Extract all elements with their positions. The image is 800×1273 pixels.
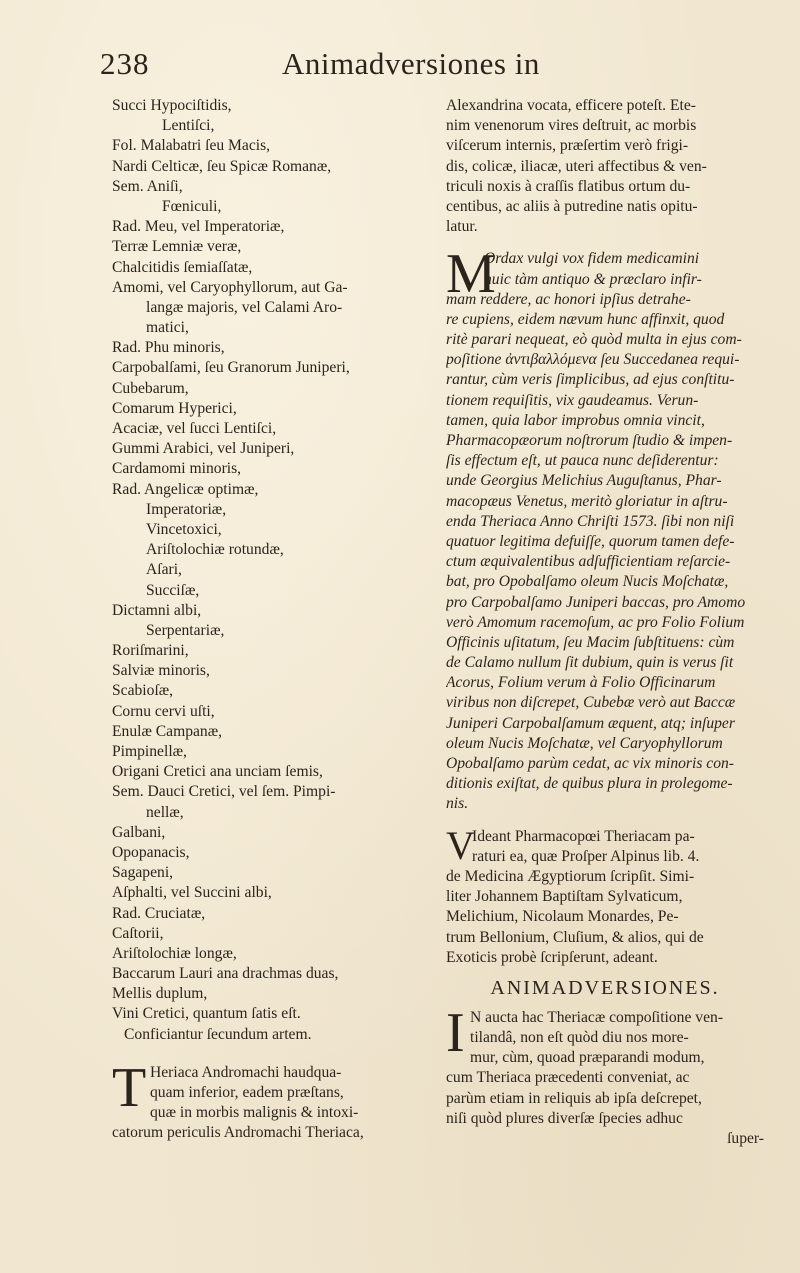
recipe-line: Succi Hypociſtidis,	[112, 97, 232, 114]
text-line: huic tàm antiquo & præclaro infir-	[484, 270, 702, 288]
recipe-line: Caſtorii,	[112, 924, 164, 942]
text-line: liter Johannem Baptiſtam Sylvaticum,	[446, 888, 683, 906]
continuation-paragraph	[446, 96, 764, 237]
text-line: Heriaca Andromachi haudqua-	[150, 1063, 342, 1081]
recipe-line: Terræ Lemniæ veræ,	[112, 238, 242, 256]
recipe-line: Ariſtolochiæ longæ,	[112, 944, 237, 962]
recipe-line: Rad. Cruciatæ,	[112, 904, 206, 922]
recipe-line: Ariſtolochiæ rotundæ,	[146, 541, 284, 559]
text-line: unde Georgius Melichius Auguſtanus, Phar-	[446, 472, 722, 490]
text-line: viſcerum internis, præſertim verò frigi-	[446, 137, 689, 155]
recipe-line: Acaciæ, vel ſucci Lentiſci,	[112, 420, 277, 437]
text-line: ritè parari nequeat, eò quòd multa in ejus com-	[446, 331, 742, 349]
recipe-line: Chalcitidis ſemiaſſatæ,	[112, 258, 253, 276]
text-line: Acorus, Folium verum à Folio Officinarum	[446, 674, 716, 692]
aucta-paragraph-lines	[446, 1001, 764, 1129]
text-line: de Calamo nullum ſit dubium, quin is verus ſit	[446, 654, 734, 672]
text-line: latur.	[446, 218, 478, 236]
drop-cap-m: M	[446, 243, 496, 306]
text-line: ditionis exiſtat, de quibus plura in prolegome-	[446, 775, 733, 793]
recipe-line: Enulæ Campanæ,	[112, 722, 223, 740]
text-line: niſi quòd plures diverſæ ſpecies adhuc	[446, 1109, 683, 1127]
text-line: verò Amomum racemoſum, ac pro Folio Folium	[446, 613, 745, 631]
text-line: tionem requiſitis, vix gaudeamus. Verun-	[446, 391, 699, 409]
text-line: bat, pro Opobalſamo oleum Nucis Moſchatæ,	[446, 573, 729, 591]
recipe-line: Cornu cervi uſti,	[112, 702, 215, 720]
text-line: mam reddere, ac honori ipſius detrahe-	[446, 290, 691, 308]
recipe-line: Galbani,	[112, 823, 166, 841]
recipe-line: Serpentariæ,	[146, 621, 225, 639]
recipe-line: langæ majoris, vel Calami Aro-	[146, 298, 343, 316]
text-line: Officinis uſitatum, ſeu Macim ſubſtituens: cùm	[446, 633, 735, 651]
recipe-line: Fol. Malabatri ſeu Macis,	[112, 137, 271, 155]
recipe-line: Scabioſæ,	[112, 682, 174, 700]
recipe-line: Aſari,	[146, 561, 182, 579]
recipe-line: Sem. Dauci Cretici, vel ſem. Pimpi-	[112, 783, 336, 801]
right-column	[446, 96, 764, 1149]
recipe-line: Comarum Hyperici,	[112, 399, 237, 417]
text-line: mur, cùm, quoad præparandi modum,	[470, 1049, 705, 1067]
recipe-line: Succiſæ,	[146, 581, 200, 599]
text-line: raturi ea, quæ Proſper Alpinus lib. 4.	[472, 847, 700, 865]
recipe-line: Nardi Celticæ, ſeu Spicæ Romanæ,	[112, 157, 332, 175]
recipe-line: Lentiſci,	[162, 117, 215, 135]
recipe-line: Vini Cretici, quantum ſatis eſt.	[112, 1005, 301, 1023]
text-line: pro Carpobalſamo Juniperi baccas, pro Amomo	[446, 593, 746, 611]
recipe-line: Baccarum Lauri ana drachmas duas,	[112, 965, 339, 983]
text-line: quam inferior, eadem præſtans,	[150, 1084, 344, 1101]
drop-cap-v: V	[446, 822, 475, 868]
text-line: N aucta hac Theriacæ compoſitione ven-	[470, 1008, 724, 1026]
text-line: quatuor legitima defuiſſe, quorum tamen defe-	[446, 532, 735, 550]
section-heading: ANIMADVERSIONES.	[490, 976, 720, 999]
text-line: enda Theriaca Anno Chriſti 1573. ſibi non niſi	[446, 512, 735, 530]
recipe-line: Amomi, vel Caryophyllorum, aut Ga-	[112, 278, 348, 296]
text-line: tilandâ, non eſt quòd diu nos more-	[470, 1029, 689, 1047]
text-line: Ordax vulgi vox fidem medicamini	[484, 250, 700, 268]
catchword: ſuper-	[727, 1130, 764, 1147]
left-column	[112, 96, 432, 1144]
recipe-line: Rad. Meu, vel Imperatoriæ,	[112, 218, 285, 236]
recipe-line: Imperatoriæ,	[146, 500, 227, 518]
recipe-line: Cubebarum,	[112, 379, 189, 397]
text-line: tamen, quia labor improbus omnia vincit,	[446, 411, 705, 429]
text-line: de Medicina Ægyptiorum ſcripſit. Simi-	[446, 867, 695, 885]
running-head: Animadversiones in	[282, 46, 540, 81]
text-line: ctum æquivalentibus adſufficientiam reſarcie-	[446, 553, 731, 571]
recipe-line: Sagapeni,	[112, 864, 174, 882]
text-line: dis, colicæ, iliacæ, uteri affectibus & ven-	[446, 157, 707, 175]
recipe-line: Fœniculi,	[162, 197, 222, 215]
aucta-paragraph	[446, 1001, 764, 1129]
recipe-line: Opopanacis,	[112, 843, 190, 861]
text-line: oleum Nucis Moſchatæ, vel Caryophyllorum	[446, 734, 723, 752]
text-line: rantur, cùm veris ſimplicibus, ad ejus conſtitu-	[446, 371, 735, 389]
recipe-line: Salviæ minoris,	[112, 662, 210, 680]
recipe-line: Cardamomi minoris,	[112, 460, 242, 478]
text-line: nim venenorum vires deſtruit, ac morbis	[446, 117, 697, 135]
recipe-list	[112, 96, 432, 1045]
recipe-line: Dictamni albi,	[112, 601, 202, 619]
mordax-paragraph	[446, 243, 764, 814]
mordax-paragraph-lines	[446, 243, 764, 814]
page-header	[100, 46, 700, 90]
text-line: centibus, ac aliis à putredine natis opitu-	[446, 197, 698, 215]
text-line: Melichium, Nicolaum Monardes, Pe-	[446, 908, 679, 926]
recipe-line: Roriſmarini,	[112, 642, 189, 660]
recipe-line: Carpobalſami, ſeu Granorum Juniperi,	[112, 359, 350, 377]
text-line: poſitione ἀντιβαλλόμενα ſeu Succedanea requi-	[446, 351, 740, 369]
drop-cap-i: I	[446, 1001, 465, 1064]
text-line: nis.	[446, 795, 469, 813]
page-number: 238	[100, 46, 150, 81]
text-line: Pharmacopæorum noſtrorum ſtudio & impen-	[446, 432, 733, 449]
text-line: Juniperi Carpobalſamum æquent, atq; inſuper	[446, 714, 735, 732]
text-line: cum Theriaca præcedenti conveniat, ac	[446, 1069, 690, 1087]
text-line: viribus non diſcrepet, Cubebæ verò aut Baccæ	[446, 694, 736, 712]
recipe-line: Origani Cretici ana unciam ſemis,	[112, 763, 323, 781]
videant-paragraph-lines	[446, 822, 764, 968]
recipe-line: Conficiantur ſecundum artem.	[124, 1025, 312, 1043]
text-line: trum Bellonium, Cluſium, & alios, qui de	[446, 928, 704, 946]
text-line: Opobalſamo parùm cedat, ac vix minoris con-	[446, 755, 735, 772]
recipe-line: Gummi Arabici, vel Juniperi,	[112, 440, 295, 458]
text-line: re cupiens, eidem nævum hunc affinxit, quod	[446, 310, 725, 328]
videant-paragraph	[446, 822, 764, 968]
drop-cap-t: T	[112, 1056, 147, 1119]
text-line: parùm etiam in reliquis ab ipſa deſcrepet,	[446, 1089, 702, 1107]
text-line: catorum periculis Andromachi Theriaca,	[112, 1124, 364, 1142]
theriaca-paragraph	[112, 1056, 432, 1144]
text-line: ſis effectum eſt, ut pauca nunc deſiderentur:	[446, 452, 719, 470]
recipe-line: Sem. Aniſi,	[112, 177, 183, 195]
text-line: Alexandrina vocata, efficere poteſt. Ete-	[446, 97, 696, 114]
recipe-line: Pimpinellæ,	[112, 743, 187, 760]
recipe-line: Vincetoxici,	[146, 520, 222, 538]
recipe-line: Rad. Angelicæ optimæ,	[112, 480, 259, 498]
text-line: quæ in morbis malignis & intoxi-	[150, 1104, 359, 1122]
text-line: triculi noxis à craſſis flatibus ortum du-	[446, 177, 691, 195]
recipe-line: matici,	[146, 319, 189, 337]
theriaca-paragraph-lines	[112, 1056, 432, 1144]
text-line: Ideant Pharmacopœi Theriacam pa-	[472, 827, 695, 845]
recipe-line: Rad. Phu minoris,	[112, 339, 225, 357]
text-line: Exoticis probè ſcripſerunt, adeant.	[446, 948, 658, 966]
recipe-line: Aſphalti, vel Succini albi,	[112, 884, 272, 902]
text-line: macopæus Venetus, meritò gloriatur in aſtru-	[446, 492, 728, 510]
recipe-line: Mellis duplum,	[112, 985, 208, 1003]
recipe-line: nellæ,	[146, 803, 184, 821]
